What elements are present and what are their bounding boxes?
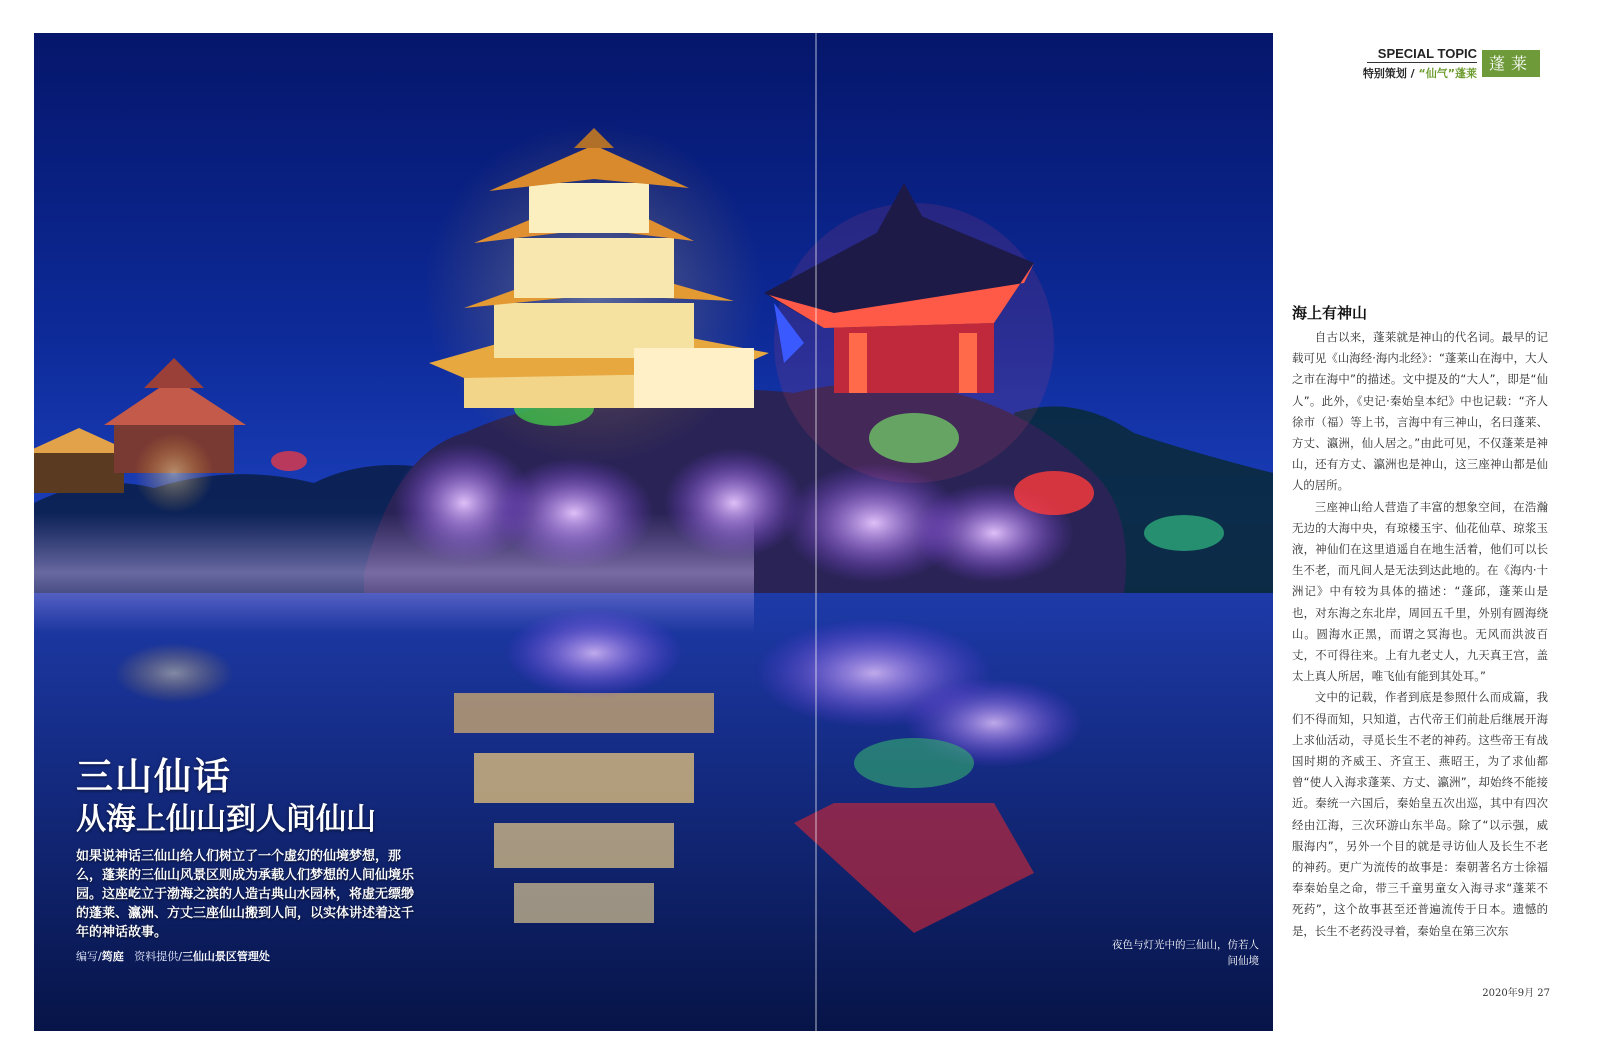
section-label bbox=[1363, 65, 1477, 81]
headline-block bbox=[76, 753, 446, 964]
page-folio: 2020年9月 27 bbox=[1482, 988, 1550, 999]
article-paragraph: 文中的记载，作者到底是参照什么而成篇，我们不得而知，只知道，古代帝王们前赴后继展开海上求仙活动，寻觅长生不老的神药。这些帝王有战国时期的齐威王、齐宣王、燕昭王，为了求仙都曾“使人入海求蓬莱、方丈、瀛洲”，却始终不能接近。秦统一六国后，秦始皇五次出巡，其中有四次经由江海，三次环游山东半岛。除了“以示强，威服海内”，另外一个目的就是寻访仙人及长生不老的神药。更广为流传的故事是：秦朝著名方士徐福奉秦始皇之命，带三千童男童女入海寻求“蓬莱不死药”，这个故事甚至还普遍流传于日本。遗憾的是，长生不老药没寻着，秦始皇在第三次东 bbox=[1292, 690, 1548, 938]
page-gutter bbox=[815, 33, 817, 1031]
special-topic-label: SPECIAL TOPIC bbox=[1367, 46, 1477, 63]
photo-caption: 夜色与灯光中的三仙山，仿若人间仙境 bbox=[1112, 939, 1259, 967]
credit-writer: 筠庭 bbox=[101, 950, 124, 963]
article-paragraph: 三座神山给人营造了丰富的想象空间，在浩瀚无边的大海中央，有琼楼玉宇、仙花仙草、琼浆玉液，神仙们在这里逍遥自在地生活着，他们可以长生不老，而凡间人是无法到达此地的。在《海内·十洲记》中有较为具体的描述：“蓬邱，蓬莱山是也，对东海之东北岸，周回五千里，外别有圆海绕山。圆海水正黑，而谓之冥海也。无风而洪波百丈，不可得往来。上有九老丈人，九天真王宫，盖太上真人所居，唯飞仙有能到其处耳。” bbox=[1292, 499, 1548, 684]
section-badge: 蓬莱 bbox=[1482, 50, 1540, 77]
feature-subtitle: 从海上仙山到人间仙山 bbox=[76, 802, 376, 837]
article-heading: 海上有神山 bbox=[1292, 304, 1368, 322]
feature-title: 三山仙话 bbox=[76, 754, 232, 798]
section-header bbox=[1340, 46, 1540, 86]
hero-photo bbox=[34, 33, 1273, 1031]
credit-label-writer: 编写/ bbox=[76, 950, 102, 963]
credit-source: 三仙山景区管理处 bbox=[181, 950, 270, 963]
feature-intro: 如果说神话三仙山给人们树立了一个虚幻的仙境梦想，那么，蓬莱的三仙山风景区则成为承载人们梦想的人间仙境乐园。这座屹立于渤海之滨的人造古典山水园林，将虚无缥缈的蓬莱、瀛洲、方丈三座仙山搬到人间，以实体讲述着这千年的神话故事。 bbox=[76, 849, 415, 940]
article-column bbox=[1292, 302, 1548, 942]
credit-label-source: 资料提供/ bbox=[134, 950, 182, 963]
section-name: 特别策划 / bbox=[1362, 67, 1419, 80]
credit-line bbox=[76, 948, 446, 964]
section-highlight: “仙气”蓬莱 bbox=[1418, 67, 1477, 80]
article-paragraph: 自古以来，蓬莱就是神山的代名词。最早的记载可见《山海经·海内北经》：“蓬莱山在海中，大人之市在海中”的描述。文中提及的“大人”，即是“仙人”。此外，《史记·秦始皇本纪》中也记载：“齐人徐市（福）等上书，言海中有三神山，名曰蓬莱、方丈、瀛洲，仙人居之。”由此可见，不仅蓬莱是神山，还有方丈、瀛洲也是神山，这三座神山都是仙人的居所。 bbox=[1292, 330, 1548, 493]
